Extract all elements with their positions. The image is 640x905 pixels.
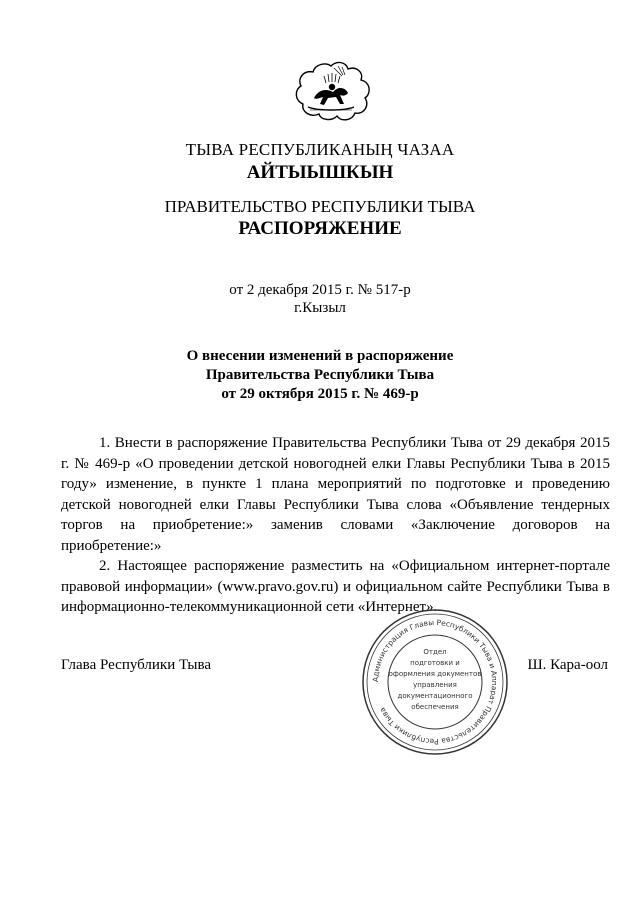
signatory-position: Глава Республики Тыва [61, 657, 212, 673]
official-stamp [360, 607, 510, 757]
stamp-ring-text: Администрация Главы Республики Тыва и Аппарат Правительства Республики Тыва [370, 617, 500, 747]
subject-line: О внесении изменений в распоряжение [186, 348, 454, 364]
stamp-text-line: документационного [397, 692, 473, 700]
signatory-name: Ш. Кара-оол [527, 657, 608, 673]
header-decree: РАСПОРЯЖЕНИЕ [238, 218, 402, 239]
body-paragraph-1: 1. Внести в распоряжение Правительства Республики Тыва от 29 декабря 2015 г. № 469-р «О проведении детской новогодней елки Главы Республики Тыва в 2015 году» изменение, в пункте 1 плана мероприятий по подготовке и проведению детской новогодней елки Главы Республики Тыва слова «Объявление тендерных торгов на приобретение:» заменив словами «Заключение договоров на приобретение:» [61, 435, 610, 554]
decree-subject [0, 347, 640, 404]
stamp-text-line: обеспечения [411, 703, 459, 711]
stamp-text-line: подготовки и [410, 659, 460, 667]
stamp-text-line: управления [413, 681, 457, 689]
subject-line: Правительства Республики Тыва [205, 367, 435, 383]
decree-date-number: от 2 декабря 2015 г. № 517-р [229, 282, 411, 298]
header-decree-tuvan: АЙТЫЫШКЫН [246, 162, 394, 183]
stamp-text-line: оформления документов [388, 670, 482, 678]
header-tuva-government: ТЫВА РЕСПУБЛИКАНЫҢ ЧАЗАА [185, 140, 455, 159]
decree-body [61, 433, 610, 618]
stamp-text-line: Отдел [423, 648, 447, 656]
coat-of-arms-emblem [288, 60, 374, 122]
decree-city: г.Кызыл [294, 300, 346, 316]
header-government: ПРАВИТЕЛЬСТВО РЕСПУБЛИКИ ТЫВА [164, 197, 476, 216]
body-paragraph-2: 2. Настоящее распоряжение разместить на «Официальном интернет-портале правовой информации» (www.pravo.gov.ru) и официальном сайте Республики Тыва в информационно-телекоммуникационной сети «Интернет». [61, 558, 610, 615]
subject-line: от 29 октября 2015 г. № 469-р [221, 386, 419, 402]
